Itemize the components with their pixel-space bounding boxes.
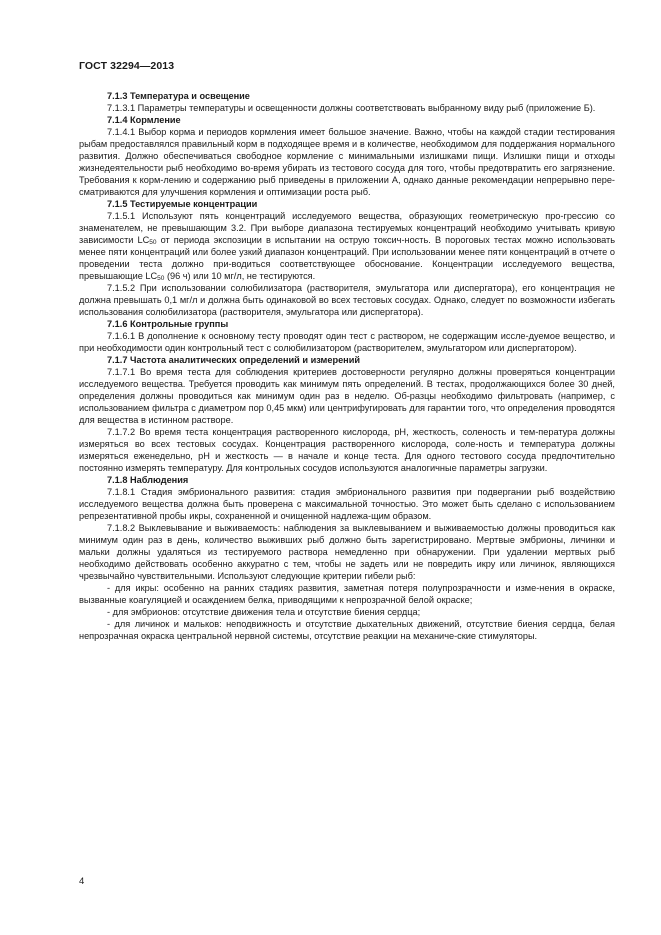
paragraph-7-1-5-1 — [79, 210, 615, 282]
paragraph-7-1-5-2: 7.1.5.2 При использовании солюбилизатора (растворителя, эмульгатора или диспергатора), его концентрация не должна превышать 0,1 мг/л и должна быть одинаковой во всех тестовых сосудах. Однако, следует по возможности избегать использования солюбилизатора (растворителя, эмульгатора или диспергатора). — [79, 283, 615, 317]
section-heading-7-1-8: 7.1.8 Наблюдения — [107, 475, 189, 485]
section-heading-7-1-5: 7.1.5 Тестируемые концентрации — [107, 199, 258, 209]
paragraph-7-1-8-1: 7.1.8.1 Стадия эмбрионального развития: стадия эмбрионального развития при подвергании рыб воздействию исследуемого вещества должна быть проверена с максимальной точностью. Это может быть сделано с использованием репрезентативной пробы икры, сохраненной и очищенной надлежа-щим образом. — [79, 487, 615, 521]
section-heading-7-1-7: 7.1.7 Частота аналитических определений и измерений — [107, 355, 361, 365]
subscript: 50 — [149, 239, 157, 246]
paragraph-7-1-7-2: 7.1.7.2 Во время теста концентрация растворенного кислорода, pH, жесткость, соленость и тем-пература должны измеряться во всех тестовых сосудах. Концентрация растворенного кислорода, соле-ность и температура должны измеряться еженедельно, pH и жесткость — в начале и конце теста. Для одного тестового сосуда предпочтительно постоянно измерять температуру. Для контрольных сосудов используются аналогичные параметры загрузки. — [79, 427, 615, 473]
criteria-item-larvae: - для личинок и мальков: неподвижность и отсутствие дыхательных движений, отсутствие биения сердца, белая непрозрачная окраска центральной нервной системы, отсутствие реакции на механиче-ские стимуляторы. — [79, 619, 615, 641]
paragraph-7-1-6-1: 7.1.6.1 В дополнение к основному тесту проводят один тест с раствором, не содержащим иссле-дуемое вещество, и при необходимости один контрольный тест с солюбилизатором (растворителем, эмульгатором или диспергатором). — [79, 331, 615, 353]
criteria-item-embryos: - для эмбрионов: отсутствие движения тела и отсутствие биения сердца; — [107, 607, 421, 617]
section-heading-7-1-4: 7.1.4 Кормление — [107, 115, 181, 125]
page-number: 4 — [79, 876, 85, 887]
section-heading-7-1-6: 7.1.6 Контрольные группы — [107, 319, 229, 329]
paragraph-7-1-8-2: 7.1.8.2 Выклевывание и выживаемость: наблюдения за выклевыванием и выживаемостью должны проводиться как минимум один раз в день, количество выживших рыб должно быть зарегистрировано. Мертвые эмбрионы, личинки и мальки должны удаляться из тестируемого раствора немедленно при обнаружении. При удалении мертвых рыб необходимо действовать особенно аккуратно с тем, чтобы не задеть или не повредить икру или личинок, являющихся чрезвычайно чувствительными. Используют следующие критерии гибели рыб: — [79, 523, 615, 581]
subscript: 50 — [157, 275, 165, 282]
text-run: от периода экспозиции в испытании на острую токсич-ность. В пороговых тестах можно использовать менее пяти концентраций или более узкий диапазон концентраций. При использовании менее пяти концентраций в отчете о проведении теста должно при-водиться соответствующее обоснование. Концентрации исследуемого вещества, превышающие LC — [79, 235, 616, 281]
section-heading-7-1-3: 7.1.3 Температура и освещение — [107, 91, 250, 101]
criteria-item-eggs: - для икры: особенно на ранних стадиях развития, заметная потеря полупрозрачности и изме-нения в окраске, вызванные коагуляцией и осаждением белка, приводящими к непрозрачной белой окраске; — [79, 583, 615, 605]
page-body — [79, 90, 615, 642]
standard-header: ГОСТ 32294—2013 — [79, 60, 175, 72]
paragraph-7-1-7-1: 7.1.7.1 Во время теста для соблюдения критериев достоверности регулярно должны проверяться концентрации исследуемого вещества. Требуется проводить как минимум пять определений. В тестах, продолжающихся более 30 дней, определения должны проводиться как минимум один раз в неделю. Об-разцы необходимо фильтровать (например, с использованием фильтра с диаметром пор 0,45 мкм) или центрифугировать для гарантии того, что определения проводятся для вещества в истинном растворе. — [79, 367, 615, 425]
paragraph-7-1-4-1: 7.1.4.1 Выбор корма и периодов кормления имеет большое значение. Важно, чтобы на каждой стадии тестирования рыбам предоставлялся правильный корм в подходящее время и в количестве, необходимом для поддержания нормального развития. Должно обеспечиваться свободное кормление с минимальными излишками пищи. Излишки пищи и отходы жизнедеятельности рыб необходимо во-время убирать из тестового сосуда для того, чтобы предотвратить его загрязнение. Требования к корм-лению и содержанию рыб приведены в приложении А, однако данные рекомендации непрерывно пере-сматриваются для улучшения кормления и оптимизации роста рыб. — [79, 127, 615, 197]
paragraph-7-1-3-1: 7.1.3.1 Параметры температуры и освещенности должны соответствовать выбранному виду рыб (приложение Б). — [107, 103, 596, 113]
text-run: 7.1.5.1 Используют пять концентраций исследуемого вещества, образующих геометрическую про-грессию со знаменателем, не превышающим 3.2. При выборе диапазона тестируемых концентраций необходимо учитывать кривую зависимости LC — [79, 211, 615, 245]
text-run: (96 ч) или 10 мг/л, не тестируются. — [164, 271, 316, 281]
